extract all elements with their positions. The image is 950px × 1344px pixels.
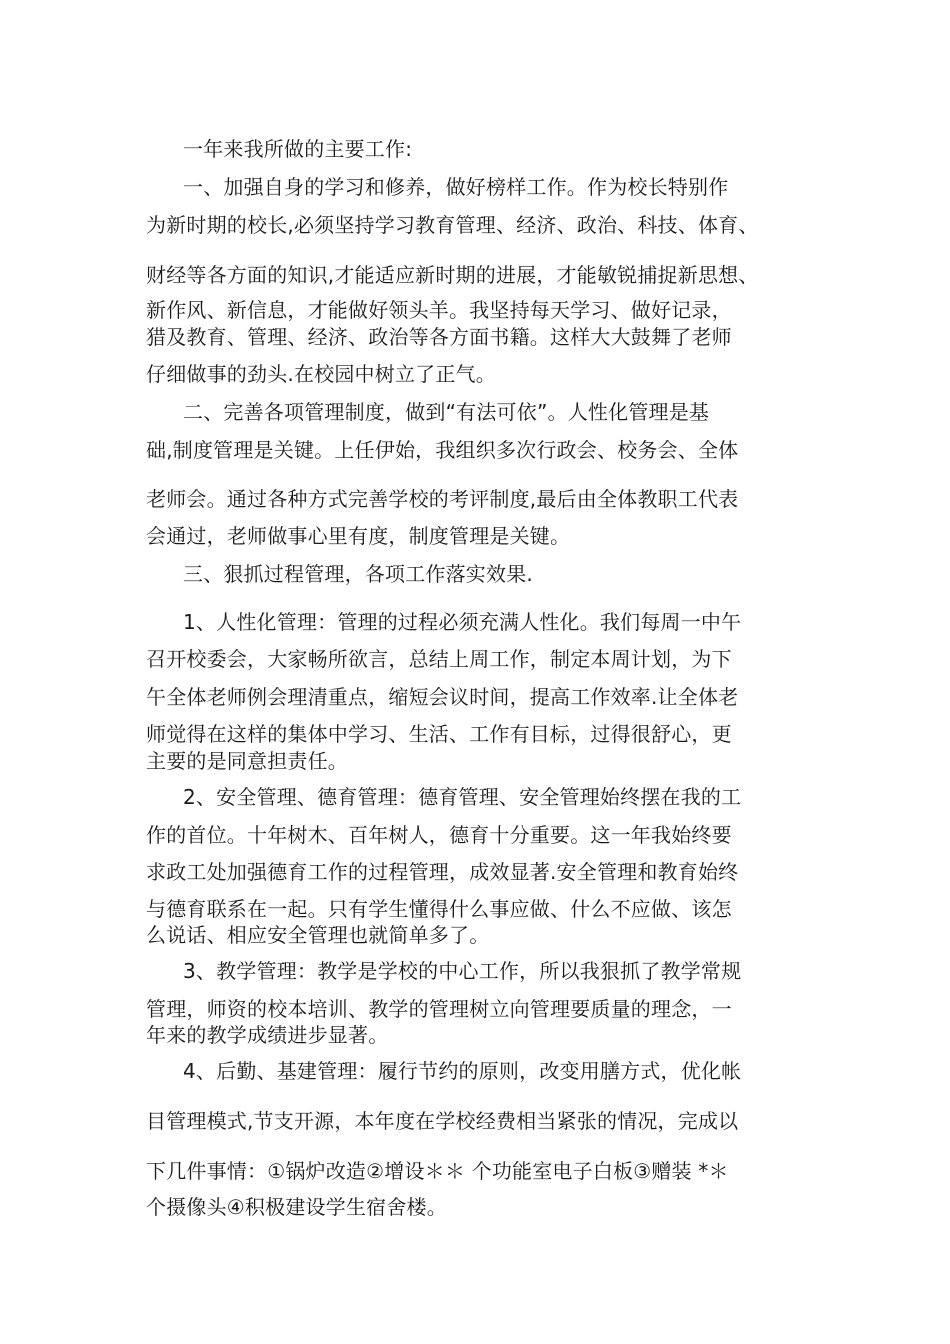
text-line: 猎及教育、管理、经济、政治等各方面书籍。这样大大鼓舞了老师 — [146, 325, 732, 349]
text-line: 1、人性化管理：管理的过程必须充满人性化。我们每周一中午 — [183, 610, 742, 634]
text-line: 一、加强自身的学习和修养，做好榜样工作。作为校长特别作 — [183, 175, 729, 199]
text-line: 础,制度管理是关键。上任伊始，我组织多次行政会、校务会、全体 — [146, 438, 739, 462]
text-line: 仔细做事的劲头.在校园中树立了正气。 — [146, 362, 496, 386]
text-line: 新作风、新信息，才能做好领头羊。我坚持每天学习、做好记录， — [146, 298, 732, 322]
text-line: 么说话、相应安全管理也就简单多了。 — [146, 923, 490, 947]
text-line: 与德育联系在一起。只有学生懂得什么事应做、什么不应做、该怎 — [146, 897, 732, 921]
text-line: 午全体老师例会理清重点，缩短会议时间，提高工作效率.让全体老 — [146, 685, 739, 709]
text-line: 二、完善各项管理制度，做到“有法可依”。人性化管理是基 — [183, 400, 710, 424]
text-line: 2、安全管理、德育管理：德育管理、安全管理始终摆在我的工 — [183, 785, 742, 809]
text-line: 会通过，老师做事心里有度，制度管理是关键。 — [146, 524, 571, 548]
text-line: 财经等各方面的知识,才能适应新时期的进展，才能敏锐捕捉新思想、 — [146, 263, 759, 287]
text-line: 个摄像头④积极建设学生宿舍楼。 — [146, 1195, 447, 1219]
text-line: 作的首位。十年树木、百年树人，德育十分重要。这一年我始终要 — [146, 823, 732, 847]
text-line: 3、教学管理：教学是学校的中心工作，所以我狠抓了教学常规 — [183, 959, 742, 983]
text-line: 4、后勤、基建管理：履行节约的原则，改变用膳方式，优化帐 — [183, 1059, 742, 1083]
text-line: 主要的是同意担责任。 — [146, 749, 348, 773]
text-line: 三、狠抓过程管理，各项工作落实效果. — [183, 562, 533, 586]
text-line: 管理，师资的校本培训、教学的管理树立向管理要质量的理念，一 — [146, 997, 732, 1021]
text-line: 为新时期的校长,必须坚持学习教育管理、经济、政治、科技、体育、 — [146, 213, 759, 237]
text-line: 下几件事情：①锅炉改造②增设＊＊ 个功能室电子白板③赠装 *＊ — [146, 1159, 729, 1183]
text-line: 目管理模式,节支开源，本年度在学校经费相当紧张的情况，完成以 — [146, 1109, 739, 1133]
text-line: 师觉得在这样的集体中学习、生活、工作有目标，过得很舒心，更 — [146, 722, 732, 746]
text-line: 召开校委会，大家畅所欲言，总结上周工作，制定本周计划，为下 — [146, 647, 732, 671]
text-line: 求政工处加强德育工作的过程管理，成效显著.安全管理和教育始终 — [146, 860, 739, 884]
text-line: 年来的教学成绩进步显著。 — [146, 1023, 389, 1047]
text-line: 老师会。通过各种方式完善学校的考评制度,最后由全体教职工代表 — [146, 487, 739, 511]
text-line: 一年来我所做的主要工作: — [183, 137, 413, 161]
